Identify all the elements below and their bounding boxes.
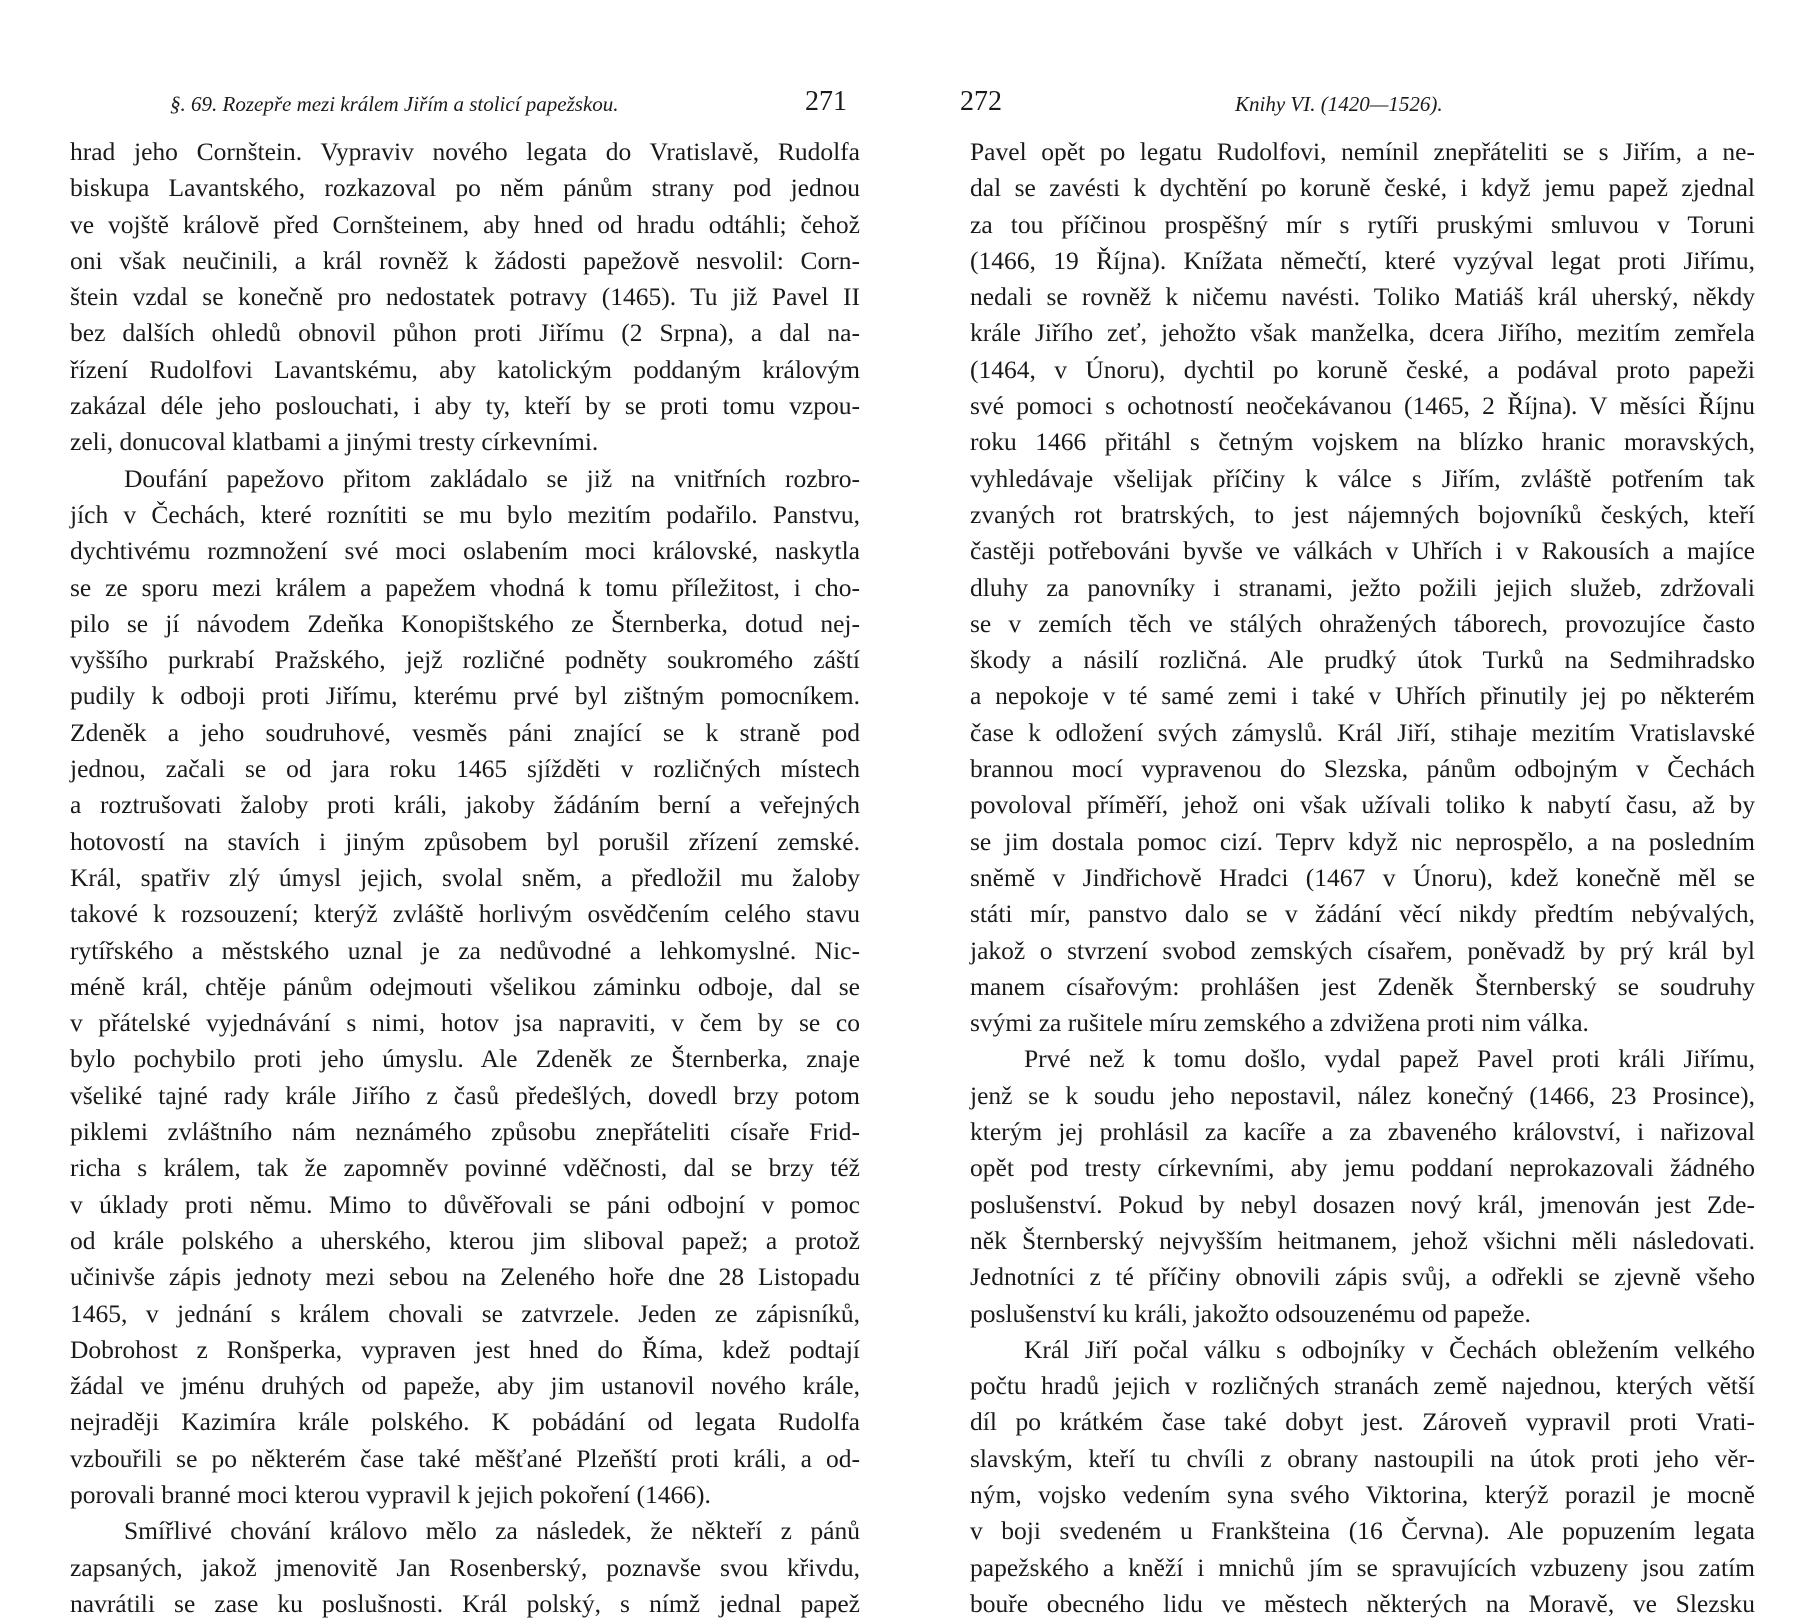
- text-line: rytířského a městského uznal je za nedůvodné a lehkomyslné. Nic-: [70, 935, 860, 965]
- page-number: 271: [805, 86, 847, 117]
- text-line: vyhledávaje všelijak příčiny k válce s Jiřím, zvláště potřením tak: [970, 463, 1755, 493]
- text-line: povoloval příměří, jehož oni však užívali toliko k nabytí času, až by: [970, 790, 1755, 820]
- text-line: hrad jeho Cornštein. Vypraviv nového legata do Vratislavě, Rudolfa: [70, 137, 860, 166]
- text-line: jích v Čechách, které roznítiti se mu bylo mezitím podařilo. Panstvu,: [70, 499, 860, 529]
- text-line: počtu hradů jejich v rozličných stranách země najednou, kterých větší: [970, 1371, 1755, 1401]
- text-line: jednou, začali se od jara roku 1465 sjížděti v rozličných místech: [70, 754, 860, 784]
- text-line: štein vzdal se konečně pro nedostatek potravy (1465). Tu již Pavel II: [70, 282, 860, 312]
- text-line: v přátelské vyjednávání s nimi, hotov jsa napraviti, v čem by se co: [70, 1008, 860, 1038]
- text-line: poslušenství ku králi, jakožto odsouzenému od papeže.: [970, 1298, 1531, 1328]
- text-line: (1464, v Únoru), dychtil po koruně české, a podával proto papeži: [970, 354, 1755, 384]
- text-line: bouře obecného lidu ve městech některých na Moravě, ve Slezsku: [970, 1588, 1755, 1618]
- text-line: opět pod tresty církevními, aby jemu poddaní neprokazovali žádného: [970, 1153, 1755, 1183]
- text-line: Pavel opět po legatu Rudolfovi, nemínil znepřáteliti se s Jiřím, a ne-: [970, 137, 1755, 166]
- text-line: roku 1466 přitáhl s četným vojskem na blízko hranic moravských,: [970, 427, 1755, 457]
- text-line: řízení Rudolfovi Lavantskému, aby katolickým poddaným královým: [70, 354, 860, 384]
- text-line: richa s králem, tak že zapomněv povinné vděčnosti, dal se brzy též: [70, 1153, 860, 1183]
- text-line: papežského a kněží i mnichů jím se spravujících vzbuzeny jsou zatím: [970, 1552, 1755, 1582]
- text-line: Prvé než k tomu došlo, vydal papež Pavel proti králi Jiřímu,: [1024, 1044, 1755, 1074]
- text-line: Král, spatřiv zlý úmysl jejich, svolal sněm, a předložil mu žaloby: [70, 862, 860, 892]
- text-line: porovali branné moci kterou vypravil k jejich pokoření (1466).: [70, 1479, 711, 1509]
- text-line: díl po krátkém čase také dobyt jest. Zároveň vypravil proti Vrati-: [970, 1407, 1755, 1437]
- text-line: zeli, donucoval klatbami a jinými tresty církevními.: [70, 427, 599, 457]
- text-line: v úklady proti němu. Mimo to důvěřovali se páni odbojní v pomoc: [70, 1189, 860, 1219]
- text-line: ve vojště královĕ před Cornšteinem, aby hned od hradu odtáhli; čehož: [70, 209, 860, 239]
- text-line: škody a násilí rozličná. Ale prudký útok Turků na Sedmihradsko: [970, 645, 1755, 675]
- text-line: dal se zavésti k dychtění po koruně české, i když jemu papež zjednal: [970, 173, 1755, 203]
- text-line: žádal ve jménu druhých od papeže, aby jim ustanovil nového krále,: [70, 1371, 860, 1401]
- text-line: se jim dostala pomoc cizí. Teprv když nic neprospělo, a na posledním: [970, 826, 1755, 856]
- text-line: 1465, v jednání s králem chovali se zatvrzele. Jeden ze zápisníků,: [70, 1298, 860, 1328]
- text-line: se v zemích těch ve stálých ohražených táborech, provozujíce často: [970, 608, 1755, 638]
- text-line: Zdeněk a jeho soudruhové, vesměs páni znající se k straně pod: [70, 717, 860, 747]
- text-line: Smířlivé chování královo mělo za následek, že někteří z pánů: [124, 1516, 860, 1546]
- text-line: dluhy za panovníky i stranami, ježto požili jejich služeb, zdržovali: [970, 572, 1755, 602]
- text-line: slavským, kteří tu chvíli z obrany nastoupili na útok proti jeho věr-: [970, 1443, 1755, 1473]
- text-line: vzbouřili se po některém čase také měšťané Plzeňští proti králi, a od-: [70, 1443, 860, 1473]
- text-line: zakázal déle jeho poslouchati, i aby ty, kteří by se proti tomu vzpou-: [70, 391, 860, 421]
- text-line: dychtivému rozmnožení své moci oslabením moci královské, naskytla: [70, 536, 860, 566]
- text-line: biskupa Lavantského, rozkazoval po něm pánům strany pod jednou: [70, 173, 860, 203]
- text-line: navrátili se zase ku poslušnosti. Král polský, s nímž jednal papež: [70, 1588, 860, 1618]
- text-line: zvaných rot bratrských, to jest nájemných bojovníků českých, kteří: [970, 499, 1755, 529]
- text-line: učinivše zápis jednoty mezi sebou na Zeleného hoře dne 28 Listopadu: [70, 1262, 860, 1292]
- text-line: své pomoci s ochotností neočekávanou (1465, 2 Října). V měsíci Říjnu: [970, 391, 1755, 421]
- text-line: Jednotníci z té příčiny obnovili zápis svůj, a odřekli se zjevně všeho: [970, 1262, 1755, 1292]
- text-line: hotovostí na stavích i jiným způsobem byl porušil zřízení zemské.: [70, 826, 860, 856]
- text-line: pudily k odboji proti Jiřímu, kterému prvé byl zištným pomocníkem.: [70, 681, 860, 711]
- text-line: brannou mocí vypravenou do Slezska, pánům odbojným v Čechách: [970, 754, 1755, 784]
- text-line: jakož o stvrzení svobod zemských císařem, poněvadž by prý král byl: [970, 935, 1755, 965]
- left-page: [70, 0, 860, 1618]
- text-line: bylo pochybilo proti jeho úmyslu. Ale Zdeněk ze Šternberka, znaje: [70, 1044, 860, 1074]
- running-title: §. 69. Rozepře mezi králem Jiřím a stolicí papežskou.: [170, 92, 619, 116]
- text-line: Král Jiří počal válku s odbojníky v Čechách obležením velkého: [1024, 1334, 1755, 1364]
- text-line: čase k odložení svých zámyslů. Král Jiří, stihaje mezitím Vratislavské: [970, 717, 1755, 747]
- text-line: za tou příčinou prospěšný mír s rytíři pruskými smluvou v Toruni: [970, 209, 1755, 239]
- text-line: a roztrušovati žaloby proti králi, jakoby žádáním berní a veřejných: [70, 790, 860, 820]
- running-header: [70, 86, 860, 122]
- text-line: zapsaných, jakož jmenovitě Jan Rosenberský, poznavše svou křivdu,: [70, 1552, 860, 1582]
- text-line: Dobrohost z Ronšperka, vypraven jest hned do Říma, kdež podtají: [70, 1334, 860, 1364]
- running-header: [960, 86, 1750, 122]
- text-line: svými za rušitele míru zemského a zdvižena proti nim válka.: [970, 1008, 1589, 1038]
- page-number: 272: [960, 86, 1002, 117]
- text-line: se ze sporu mezi králem a papežem vhodná k tomu příležitost, i cho-: [70, 572, 860, 602]
- text-line: méně král, chtěje pánům odejmouti všelikou záminku odboje, dal se: [70, 971, 860, 1001]
- text-line: piklemi zvláštního nám neznámého způsobu znepřáteliti císaře Frid-: [70, 1117, 860, 1147]
- text-line: Doufání papežovo přitom zakládalo se již na vnitřních rozbro-: [124, 463, 860, 493]
- right-page: [960, 0, 1755, 1618]
- text-line: pilo se jí návodem Zdeňka Konopištského ze Šternberka, dotud nej-: [70, 608, 860, 638]
- text-line: oni však neučinili, a král rovněž k žádosti papežově nesvolil: Corn-: [70, 245, 860, 275]
- text-line: všeliké tajné rady krále Jiřího z časů předešlých, dovedl brzy potom: [70, 1080, 860, 1110]
- text-line: něk Šternberský nejvyšším heitmanem, jehož všichni měli následovati.: [970, 1225, 1755, 1255]
- text-line: v boji svedeném u Frankšteina (16 Června). Ale popuzením legata: [970, 1516, 1755, 1546]
- text-line: bez dalších ohledů obnovil půhon proti Jiřímu (2 Srpna), a dal na-: [70, 318, 860, 348]
- page-text: [970, 134, 1755, 1622]
- text-line: a nepokoje v té samé zemi i také v Uhřích přinutily jej po některém: [970, 681, 1755, 711]
- text-line: poslušenství. Pokud by nebyl dosazen nový král, jmenován jest Zde-: [970, 1189, 1755, 1219]
- text-line: sněmě v Jindřichově Hradci (1467 v Únoru), kdež konečně měl se: [970, 862, 1755, 892]
- text-line: státi mír, panstvo dalo se v žádání věcí nikdy předtím nebývalých,: [970, 899, 1755, 929]
- text-line: takové k rozsouzení; kterýž zvláště horlivým osvědčením celého stavu: [70, 899, 860, 929]
- text-line: kterým jej prohlásil za kacíře a za zbaveného království, i nařizoval: [970, 1117, 1755, 1147]
- text-line: nejraději Kazimíra krále polského. K pobádání od legata Rudolfa: [70, 1407, 860, 1437]
- text-line: častěji potřebováni byvše ve válkách v Uhřích i v Rakousích a majíce: [970, 536, 1755, 566]
- running-title: Knihy VI. (1420—1526).: [1235, 92, 1443, 116]
- text-line: nedali se rovněž k ničemu navésti. Toliko Matiáš král uherský, někdy: [970, 282, 1755, 312]
- text-line: krále Jiřího zeť, jehožto však manželka, dcera Jiřího, mezitím zemřela: [970, 318, 1755, 348]
- text-line: (1466, 19 Října). Knížata němečtí, které vyzýval legat proti Jiřímu,: [970, 245, 1755, 275]
- text-line: manem císařovým: prohlášen jest Zdeněk Šternberský se soudruhy: [970, 971, 1755, 1001]
- text-line: vyššího purkrabí Pražského, jejž rozličné podněty soukromého záští: [70, 645, 860, 675]
- page-text: [70, 134, 860, 1622]
- text-line: od krále polského a uherského, kterou jim sliboval papež; a protož: [70, 1225, 860, 1255]
- text-line: jenž se k soudu jeho nepostavil, nález konečný (1466, 23 Prosince),: [970, 1080, 1755, 1110]
- text-line: ným, vojsko vedením syna svého Viktorina, kterýž porazil je mocně: [970, 1479, 1755, 1509]
